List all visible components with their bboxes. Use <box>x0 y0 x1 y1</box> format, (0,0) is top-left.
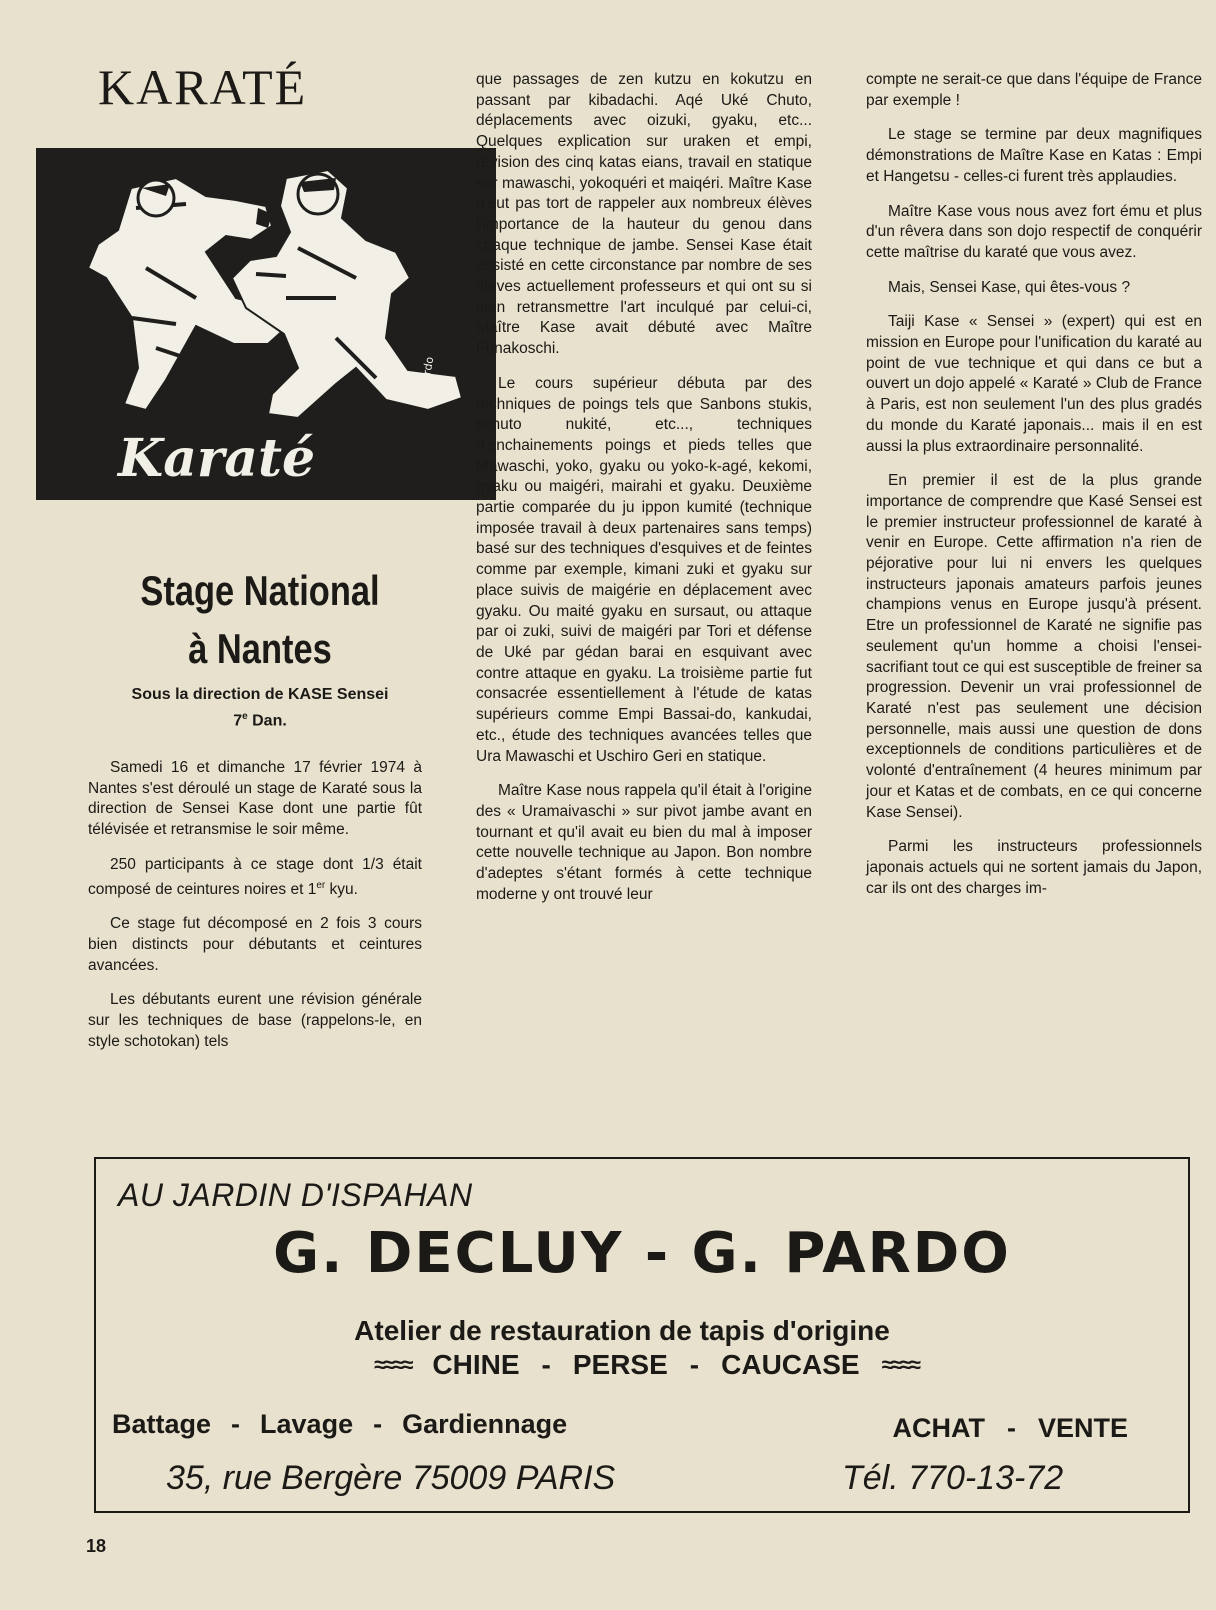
paragraph: Taiji Kase « Sensei » (expert) qui est en mission en Europe pour l'unification du karaté au point de vue technique et qui dans ce but a ouvert un dojo appelé « Karaté » Club de France à Paris, est non seulement l'un des plus gradés du monde du Karaté japonais... mais il en est aussi la plus extraordinaire personnalité. <box>866 313 1202 455</box>
origin-separator: - <box>689 1349 700 1380</box>
paragraph: Mais, Sensei Kase, qui êtes-vous ? <box>888 278 1131 296</box>
paragraph: Parmi les instructeurs professionnels japonais actuels qui ne sortent jamais du Japon, car ils ont des charges im- <box>866 838 1202 897</box>
illustration-caption: Karaté <box>118 428 316 489</box>
article-subhead <box>90 684 430 732</box>
participants-sup: er <box>316 879 326 891</box>
subhead-rank-number: 7 <box>233 712 243 730</box>
subhead-rank-rest: Dan. <box>247 712 287 730</box>
trade-separator: - <box>1006 1413 1016 1443</box>
article-column-2 <box>476 70 812 919</box>
paragraph: que passages de zen kutzu en kokutzu en passant par kibadachi. Aqé Uké Chuto, déplacements avec oizuki, gyaku, etc... Quelques explication sur uraken et empi, révision des cinq katas eians, travail en statique sur mawaschi, yokoquéri et maiqéri. Maître Kase n'eut pas tort de rappeler aux nombreux élèves l'importance de la hauteur du genou dans chaque technique de jambe. Sensei Kase était assisté en cette circonstance par nombre de ses élèves actuellement professeurs et qui ont su si bien retransmettre l'art inculqué par celui-ci, Maître Kase avait débuté avec Maître Funakoschi. <box>476 71 812 358</box>
paragraph: Le cours supérieur débuta par des techniques de poings tels que Sanbons stukis, schuto nukité, etc..., techniques d'enchainements poings et pieds telles que Mawaschi, yoko, gyaku ou yoko-k-agé, kekomi, gyaku ou maigéri, mairahi et gyaku. Deuxième partie comparée du ju ippon kumité (technique imposée travail à deux partenaires sans temps) basé sur des techniques d'esquives et de feintes comme par exemple, kimani zuki et gyaku sur place suivis de maigérie en déplacement avec gyaku. Ou maité gyaku en sursaut, ou attaque par oi zuki, suivi de maigéri par Tori et défense de Uké par gédan barai en esquivant avec contre attaque en gyaku. La troisième partie fut consacrée essentiellement à l'étude de katas supérieurs comme Empi Bassai-do, kankudai, etc., étude des techniques avancées telles que Ura Mawaschi et Uschiro Geri en statique. <box>476 374 812 765</box>
origin-caucasus: CAUCASE <box>721 1349 860 1380</box>
page-number: 18 <box>86 1536 107 1556</box>
section-title: KARATÉ <box>98 59 308 115</box>
subhead-direction: Sous la direction de KASE Sensei <box>131 686 389 703</box>
paragraph: Le stage se termine par deux magnifiques démonstrations de Maître Kase en Katas : Empi et Hangetsu - celles-ci furent très applaudies. <box>866 126 1202 185</box>
subhead-rank-suffix: e <box>242 711 248 722</box>
paragraph: compte ne serait-ce que dans l'équipe de France par exemple ! <box>866 71 1202 109</box>
article-headline <box>129 562 391 678</box>
service-gardiennage: Gardiennage <box>402 1409 568 1439</box>
ad-shop-name: AU JARDIN D'ISPAHAN <box>118 1177 473 1213</box>
advertisement-box <box>94 1157 1190 1513</box>
ad-carpet-origins <box>326 1349 966 1381</box>
participants-end: kyu. <box>325 880 358 898</box>
paragraph: Samedi 16 et dimanche 17 février 1974 à Nantes s'est déroulé un stage de Karaté sous la direction de Sensei Kase dont une partie fût télévisée et retransmise le soir même. <box>88 759 422 839</box>
origin-separator: - <box>541 1349 551 1380</box>
karate-illustration <box>36 148 496 500</box>
trade-achat: ACHAT <box>892 1413 985 1443</box>
paragraph: Maître Kase vous nous avez fort ému et plus d'un rêvera dans son dojo respectif de conquérir cette maîtrise du karaté que vous avez. <box>866 202 1202 261</box>
wave-ornament-right: ≈≈≈≈ <box>881 1352 918 1377</box>
service-lavage: Lavage <box>260 1409 354 1439</box>
service-separator: - <box>373 1409 383 1439</box>
wave-ornament-left: ≈≈≈≈ <box>374 1352 411 1377</box>
ad-owner-names: G. DECLUY - G. PARDO <box>273 1221 1011 1286</box>
ad-trade <box>892 1413 1128 1444</box>
ad-address: 35, rue Bergère 75009 PARIS <box>166 1459 616 1497</box>
headline-line-1: Stage National <box>140 567 380 614</box>
ad-phone: Tél. 770-13-72 <box>842 1459 1064 1497</box>
artist-signature: Pardo <box>418 355 437 389</box>
paragraph: En premier il est de la plus grande importance de comprendre que Kasé Sensei est le premier instructeur professionnel de karaté à venir en Europe. Cette affirmation n'a rien de péjorative pour lui ni envers les quelques instructeurs japonais amateurs parfois jeunes champions venus en Europe jusqu'à présent. Etre un professionnel de Karaté ne signifie pas seulement qu'un homme a choisi l'ensei-sacrifiant tout ce qui est susceptible de freiner sa progression. Devenir un vrai professionnel de Karaté n'est pas seulement une décision personnelle, mais aussi une question de dons exceptionnels de conditions particulières et de volonté d'entraînement (4 heures minimum par jour et Katas et de combats, en ce qui concerne Kase Sensei). <box>866 472 1202 821</box>
participants-text: 250 participants à ce stage dont 1/3 était composé de ceintures noires et 1 <box>88 855 422 898</box>
trade-vente: VENTE <box>1037 1413 1128 1443</box>
headline-line-2: à Nantes <box>188 625 332 672</box>
origin-persia: PERSE <box>572 1349 668 1380</box>
ad-services <box>112 1409 567 1440</box>
paragraph: Les débutants eurent une révision générale sur les techniques de base (rappelons-le, en style schotokan) tels <box>88 991 422 1050</box>
ad-activity: Atelier de restauration de tapis d'origine <box>354 1315 890 1346</box>
service-battage: Battage <box>112 1409 212 1439</box>
paragraph-participants <box>88 855 422 901</box>
article-column-3 <box>866 70 1202 913</box>
paragraph: Ce stage fut décomposé en 2 fois 3 cours bien distincts pour débutants et ceintures avancées. <box>88 915 422 974</box>
service-separator: - <box>231 1409 241 1439</box>
origin-china: CHINE <box>432 1349 520 1380</box>
fighters-drawing <box>36 148 496 500</box>
paragraph: Maître Kase nous rappela qu'il était à l'origine des « Uramaivaschi » sur pivot jambe avant en tournant et qu'il avait eu bien du mal à imposer cette nouvelle technique au Japon. Bon nombre d'adeptes s'étant formés à cette technique moderne y ont trouvé leur <box>476 782 812 903</box>
article-column-1 <box>88 758 422 1067</box>
